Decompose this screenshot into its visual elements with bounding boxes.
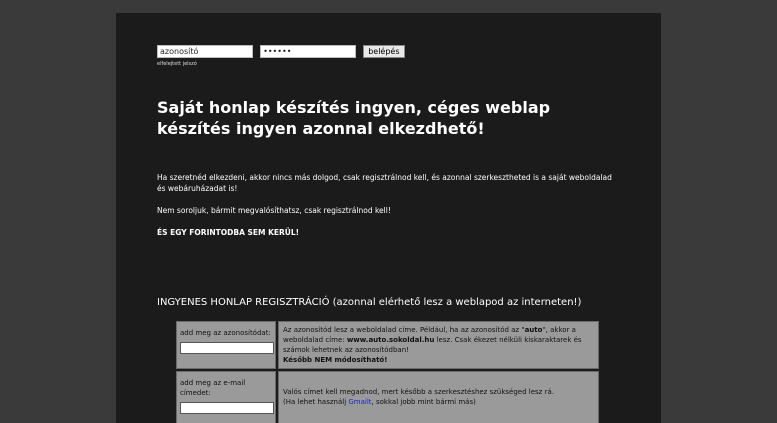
id-row <box>176 321 599 369</box>
registration-title: INGYENES HONLAP REGISZTRÁCIÓ (azonnal elérhető lesz a weblapod az interneten!) <box>157 297 582 308</box>
intro-paragraph-1: Ha szeretnéd elkezdeni, akkor nincs más dolgod, csak regisztrálnod kell, és azonnal szerkesztheted is a saját weboldalad és webáruházadat is! <box>157 173 612 193</box>
id-label-cell <box>176 321 276 369</box>
id-help-text-2: ", akkor a weboldalad címe: <box>283 326 576 344</box>
email-help-text-1: Valós címet kell megadnod, mert később a szerkesztéshez szükséged lesz rá. <box>283 388 554 396</box>
page-container <box>116 13 661 423</box>
id-help-note: Később NEM módosítható! <box>283 356 388 364</box>
id-label: add meg az azonosítódat: <box>180 329 271 337</box>
intro-paragraph-2: Nem soroljuk, bármit megvalósíthatsz, csak regisztrálnod kell! <box>157 206 391 215</box>
id-help-text-1: Az azonosítód lesz a weboldalad címe. Például, ha az azonosítód az " <box>283 326 525 334</box>
registration-form <box>176 321 599 423</box>
id-help <box>278 321 599 369</box>
email-label-cell <box>176 371 276 423</box>
login-button[interactable]: belépés <box>363 45 404 58</box>
password-input[interactable] <box>260 45 356 58</box>
forgot-password-link[interactable]: elfelejtett jelszó <box>157 61 197 67</box>
page-title: Saját honlap készítés ingyen, céges weblap készítés ingyen azonnal elkezdhető! <box>157 98 551 138</box>
id-input[interactable] <box>180 342 274 354</box>
email-label: add meg az e-mail címedet: <box>180 379 246 397</box>
username-input[interactable] <box>157 45 253 58</box>
gmail-link[interactable]: Gmailt <box>348 398 372 406</box>
email-help <box>278 371 599 423</box>
email-row <box>176 371 599 423</box>
email-help-text-2a: (Ha lehet használj <box>283 398 349 406</box>
intro-paragraph-3: ÉS EGY FORINTODBA SEM KERÜL! <box>157 228 300 237</box>
email-input[interactable] <box>180 402 274 414</box>
id-help-text-3: lesz. Csak ékezet nélküli kiskaraktarek és számok lehetnek az azonosítódban! <box>283 336 582 354</box>
id-help-example: auto <box>524 326 543 334</box>
email-help-text-2b: , sokkal jobb mint bármi más) <box>371 398 476 406</box>
id-help-url: www.auto.sokoldal.hu <box>346 336 435 344</box>
